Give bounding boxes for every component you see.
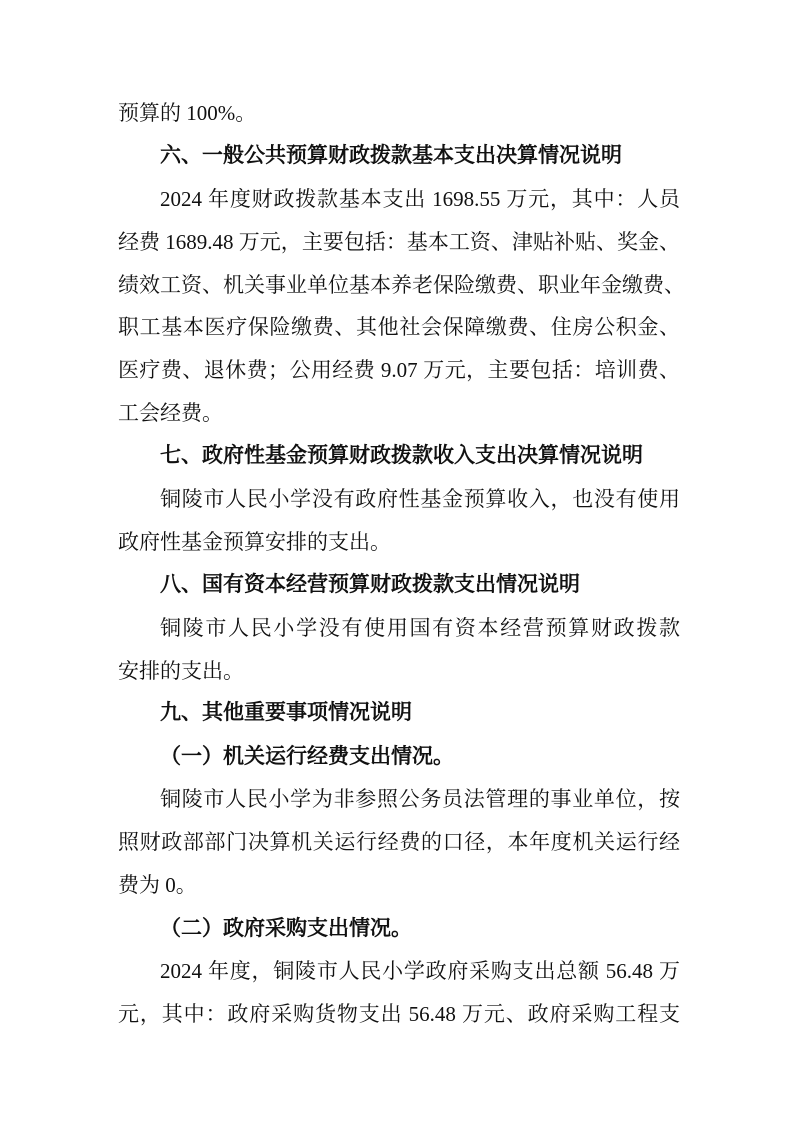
section-heading-7: 七、政府性基金预算财政拨款收入支出决算情况说明 bbox=[160, 444, 643, 468]
section-heading-9: 九、其他重要事项情况说明 bbox=[160, 701, 412, 725]
paragraph-line: 预算的 100%。 bbox=[118, 101, 257, 125]
paragraph-line: 2024 年度，铜陵市人民小学政府采购支出总额 56.48 万 bbox=[160, 958, 680, 983]
paragraph-line: 铜陵市人民小学没有政府性基金预算收入，也没有使用 bbox=[160, 487, 680, 512]
paragraph-line: 政府性基金预算安排的支出。 bbox=[118, 529, 391, 554]
paragraph-line: 元，其中：政府采购货物支出 56.48 万元、政府采购工程支 bbox=[118, 1001, 680, 1026]
paragraph-line: 安排的支出。 bbox=[118, 658, 244, 683]
paragraph-line: 照财政部部门决算机关运行经费的口径，本年度机关运行经 bbox=[118, 830, 680, 855]
paragraph-line: 工会经费。 bbox=[118, 401, 223, 426]
subsection-heading-1: （一）机关运行经费支出情况。 bbox=[160, 744, 454, 769]
paragraph-line: 绩效工资、机关事业单位基本养老保险缴费、职业年金缴费、 bbox=[118, 272, 685, 297]
section-heading-8: 八、国有资本经营预算财政拨款支出情况说明 bbox=[160, 572, 580, 596]
paragraph-line: 职工基本医疗保险缴费、其他社会保障缴费、住房公积金、 bbox=[118, 315, 680, 340]
paragraph-line: 铜陵市人民小学为非参照公务员法管理的事业单位，按 bbox=[160, 787, 680, 812]
paragraph-line: 铜陵市人民小学没有使用国有资本经营预算财政拨款 bbox=[160, 615, 680, 640]
document-page bbox=[118, 92, 685, 1036]
paragraph-line: 2024 年度财政拨款基本支出 1698.55 万元，其中：人员 bbox=[160, 186, 680, 211]
paragraph-line: 经费 1689.48 万元，主要包括：基本工资、津贴补贴、奖金、 bbox=[118, 229, 680, 254]
subsection-heading-2: （二）政府采购支出情况。 bbox=[160, 915, 412, 940]
paragraph-line: 医疗费、退休费；公用经费 9.07 万元，主要包括：培训费、 bbox=[118, 358, 680, 383]
paragraph-line: 费为 0。 bbox=[118, 873, 197, 898]
section-heading-6: 六、一般公共预算财政拨款基本支出决算情况说明 bbox=[160, 143, 622, 167]
